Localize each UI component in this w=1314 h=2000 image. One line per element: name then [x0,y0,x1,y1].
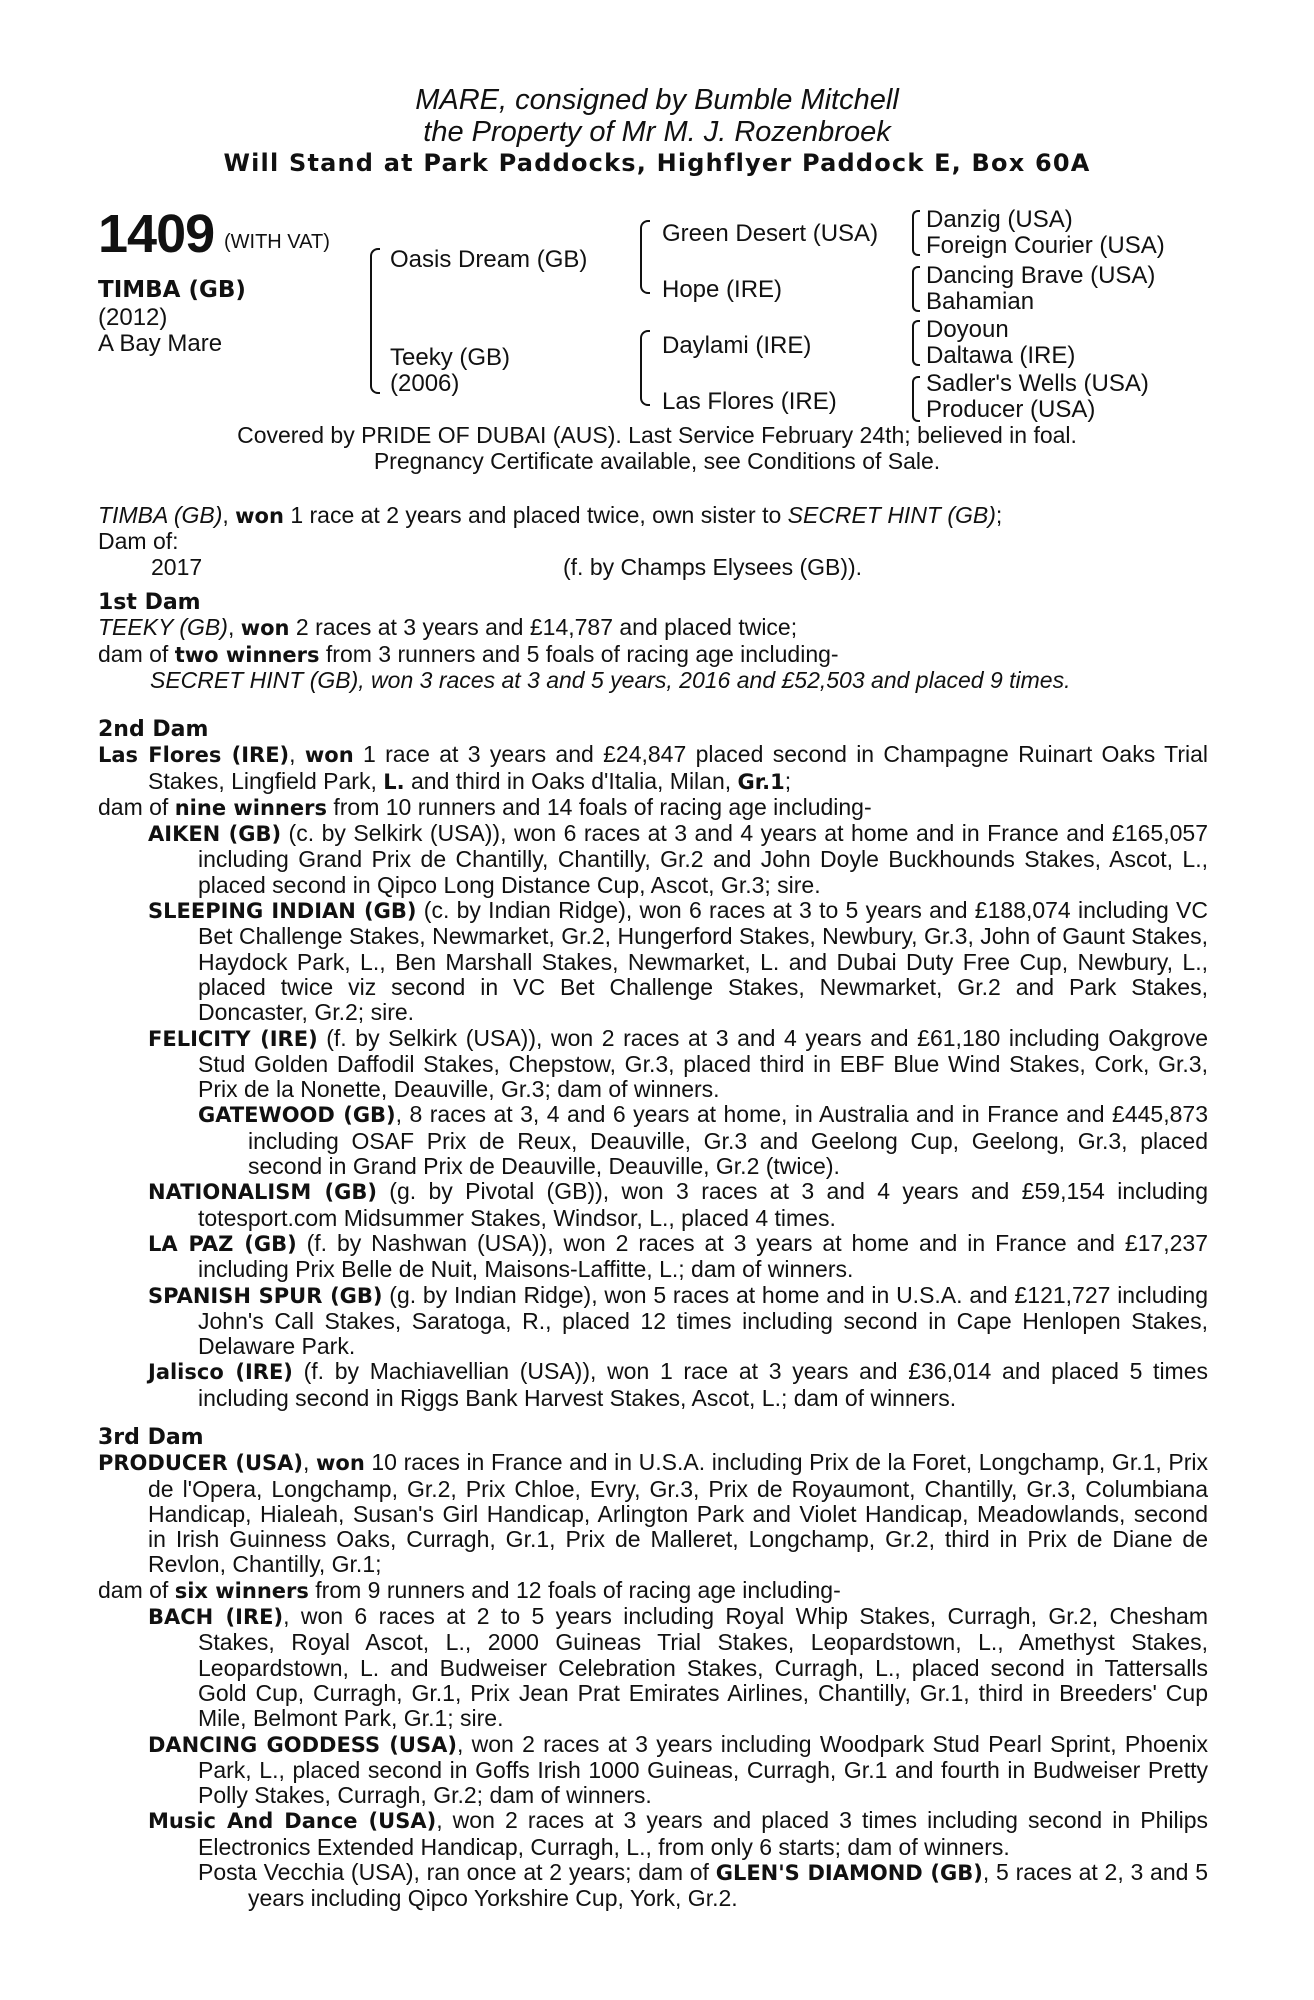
dam-of-count: nine winners [174,795,327,820]
first-dam-name: TEEKY (GB) [98,614,228,641]
dam-of-suffix: from 9 runners and 12 foals of racing age including- [308,1576,841,1603]
progeny-name: SLEEPING INDIAN (GB) [148,899,417,924]
pedigree-dss: Doyoun [926,316,1009,343]
mare-record-text: 1 race at 2 years and placed twice, own sister to [283,502,788,528]
lot-number: 1409 [98,204,215,264]
progeny-record: (f. by Nashwan (USA)), won 2 races at 3 years at home and in France and £17,237 including Prix Belle de Nuit, Maisons-Laffitte, L.; dam of winners. [198,1229,1208,1283]
pedigree-bracket-dd [912,376,920,422]
foaling-year: (2012) [98,304,168,331]
pregnancy-line: Pregnancy Certificate available, see Conditions of Sale. [373,448,941,474]
pedigree-bracket-ss [912,210,920,256]
progeny-name: Music And Dance (USA) [148,1809,437,1834]
dam-of-prefix: dam of [98,1576,175,1603]
mare-name: TIMBA (GB) [98,502,223,528]
stand-line: Will Stand at Park Paddocks, Highflyer Paddock E, Box 60A [223,149,1091,177]
horse-description: A Bay Mare [98,330,223,357]
second-dam-heading: 2nd Dam [98,717,209,742]
third-dam-section: 3rd Dam PRODUCER (USA), won 10 races in France and in U.S.A. including Prix de la Foret, Longchamp, Gr.1, Prix de l'Opera, Longchamp, Gr.2, Prix Chloe, Evry, Gr.3, Prix de Royaumont, Chantilly, Gr.3, Columbiana Handicap, Hialeah, Susan's Girl Handicap, Arlington Park and Violet Handicap, Meadowlands, second in Irish Guinness Oaks, Curragh, Gr.1, Prix de Malleret, Longchamp, Gr.2, third in Prix de Diane de Revlon, Chantilly, Gr.1; dam of six winners from 9 runners and 12 foals of racing age including- BACH (IRE), won 6 races at 2 to 5 years including Royal Whip Stakes, Curragh, Gr.2, Chesham Stakes, Royal Ascot, L., 2000 Guineas Trial Stakes, Leopardstown, L., Amethyst Stakes, Leopardstown, L. and Budweiser Celebration Stakes, Curragh, L., placed second in Tattersalls Gold Cup, Curragh, Gr.1, Prix Jean Prat Emirates Airlines, Chantilly, Gr.1, third in Breeders' Cup Mile, Belmont Park, Gr.1; sire. DANCING GODDESS (USA), won 2 races at 3 years including Woodpark Stud Pearl Sprint, Phoenix Park, L., placed second in Goffs Irish 1000 Guineas, Curragh, Gr.1 and fourth in Budweiser Pretty Polly Stakes, Curragh, Gr.2; dam of winners. Music And Dance (USA), won 2 races at 3 years and placed 3 times including second in Philips Electronics Extended Handicap, Curragh, L., from only 6 starts; dam of winners. Posta Vecchia (USA), ran once at 2 years; dam of GLEN'S DIAMOND (GB), 5 races at 2, 3 and 5 years including Qipco Yorkshire Cup, York, Gr.2. [98,1425,1209,1912]
pedigree-dd: Las Flores (IRE) [662,388,837,415]
pedigree-dam-year: (2006) [390,370,460,397]
progeny-entry [148,1359,1208,1411]
pedigree-bracket-sd [912,266,920,312]
second-dam-record-3: ; [784,767,792,794]
progeny-record: , won 2 races at 3 years and placed 3 times including second in Philips Electronics Extended Handicap, Curragh, L., from only 6 starts; dam of winners. [198,1807,1209,1860]
won-label: won [235,504,284,528]
progeny-entry [148,1283,1208,1360]
consignor-line: MARE, consigned by Bumble Mitchell [415,84,899,116]
pedigree-bracket-ds [912,320,920,366]
mare-record-end: ; [995,502,1003,528]
dam-of-suffix: from 10 runners and 14 foals of racing age including- [326,793,872,820]
progeny-name: LA PAZ (GB) [148,1231,297,1256]
pedigree-ss: Green Desert (USA) [662,220,879,247]
progeny-name: FELICITY (IRE) [148,1026,318,1051]
third-dam-heading: 3rd Dam [98,1425,204,1450]
pedigree-dsd: Daltawa (IRE) [926,342,1076,369]
second-dam-section: 2nd Dam Las Flores (IRE), won 1 race at 3 years and £24,847 placed second in Champagne Ruinart Oaks Trial Stakes, Lingfield Park, L. and third in Oaks d'Italia, Milan, Gr.1; dam of nine winners from 10 runners and 14 foals of racing age including- AIKEN (GB) (c. by Selkirk (USA)), won 6 races at 3 and 4 years at home and in France and £165,057 including Grand Prix de Chantilly, Chantilly, Gr.2 and John Doyle Buckhounds Stakes, Ascot, L., placed second in Qipco Long Distance Cup, Ascot, Gr.3; sire. SLEEPING INDIAN (GB) (c. by Indian Ridge), won 6 races at 3 to 5 years and £188,074 including VC Bet Challenge Stakes, Newmarket, Gr.2, Hungerford Stakes, Newbury, Gr.3, John of Gaunt Stakes, Haydock Park, L., Ben Marshall Stakes, Newmarket, L. and Dubai Duty Free Cup, Newbury, L., placed twice viz second in VC Bet Challenge Stakes, Newmarket, Gr.2 and Park Stakes, Doncaster, Gr.2; sire. FELICITY (IRE) (f. by Selkirk (USA)), won 2 races at 3 and 4 years and £61,180 including Oakgrove Stud Golden Daffodil Stakes, Chepstow, Gr.3, placed third in EBF Blue Wind Stakes, Cork, Gr.3, Prix de la Nonette, Deauville, Gr.3; dam of winners. GATEWOOD (GB), 8 races at 3, 4 and 6 years at home, in Australia and in France and £445,873 including OSAF Prix de Reux, Deauville, Gr.3 and Geelong Cup, Geelong, Gr.3, placed second in Grand Prix de Deauville, Deauville, Gr.2 (twice). NATIONALISM (GB) (g. by Pivotal (GB)), won 3 races at 3 and 4 years and £59,154 including totesport.com Midsummer Stakes, Windsor, L., placed 4 times. LA PAZ (GB) (f. by Nashwan (USA)), won 2 races at 3 years at home and in France and £17,237 including Prix Belle de Nuit, Maisons-Laffitte, L.; dam of winners. SPANISH SPUR (GB) (g. by Indian Ridge), won 5 races at home and in U.S.A. and £121,727 including John's Call Stakes, Saratoga, R., placed 12 times including second in Cape Henlopen Stakes, Delaware Park. Jalisco (IRE) (f. by Machiavellian (USA)), won 1 race at 3 years and £36,014 and placed 5 times including second in Riggs Bank Harvest Stakes, Ascot, L.; dam of winners. [98,717,1209,1411]
progeny-entry [148,1808,1208,1860]
pedigree-dds: Sadler's Wells (USA) [926,370,1149,397]
sister-name: SECRET HINT (GB) [787,502,996,528]
first-dam-section: 1st Dam TEEKY (GB), won 2 races at 3 years and £14,787 and placed twice; dam of two winners from 3 runners and 5 foals of racing age including- SECRET HINT (GB), won 3 races at 3 and 5 years, 2016 and £52,503 and placed 9 times. [98,590,1208,693]
progeny-entry [148,821,1208,898]
second-dam-record-1: 1 race at 3 years and £24,847 placed second in Champagne Ruinart Oaks Trial Stakes, Lingfield Park, [148,741,1209,794]
dam-of-suffix: from 3 runners and 5 foals of racing age including- [319,640,839,667]
progeny-name: AIKEN (GB) [148,822,282,847]
progeny-name: DANCING GODDESS (USA) [148,1732,457,1757]
third-dam-name: PRODUCER (USA) [98,1451,303,1476]
progeny-record: (c. by Indian Ridge), won 6 races at 3 to 5 years and £188,074 including VC Bet Challenge Stakes, Newmarket, Gr.2, Hungerford Stakes, Newbury, Gr.3, John of Gaunt Stakes, Haydock Park, L., Ben Marshall Stakes, Newmarket, L. and Dubai Duty Free Cup, Newbury, L., placed twice viz second in VC Bet Challenge Stakes, Newmarket, Gr.2 and Park Stakes, Doncaster, Gr.2; sire. [198,897,1208,1026]
progeny-entry [148,1604,1208,1731]
pedigree-bracket-sire [640,220,650,294]
progeny-record: , 5 races at 2, 3 and 5 years including Qipco Yorkshire Cup, York, Gr.2. [248,1859,1208,1912]
progeny-entry [148,898,1208,1025]
pedigree-ddd: Producer (USA) [926,396,1096,423]
first-dam-record: 2 races at 3 years and £14,787 and placed twice; [289,614,798,641]
first-dam-progeny: SECRET HINT (GB), won 3 races at 3 and 5 years, 2016 and £52,503 and placed 9 times. [150,666,1071,693]
progeny-record: (c. by Selkirk (USA)), won 6 races at 3 and 4 years at home and in France and £165,057 including Grand Prix de Chantilly, Chantilly, Gr.2 and John Doyle Buckhounds Stakes, Ascot, L., placed second in Qipco Long Distance Cup, Ascot, Gr.3; sire. [198,820,1208,898]
progeny-record: , won 6 races at 2 to 5 years including Royal Whip Stakes, Curragh, Gr.2, Chesham Stakes, Royal Ascot, L., 2000 Guineas Trial Stakes, Leopardstown, L., Amethyst Stakes, Leopardstown, L. and Budweiser Celebration Stakes, Curragh, L., placed second in Tattersalls Gold Cup, Curragh, Gr.1, Prix Jean Prat Emirates Airlines, Chantilly, Gr.1, third in Breeders' Cup Mile, Belmont Park, Gr.1; sire. [198,1603,1208,1732]
progeny-name: GATEWOOD (GB) [198,1103,396,1128]
progeny-name: SPANISH SPUR (GB) [148,1283,383,1308]
progeny-entry [148,1179,1208,1231]
dam-of-prefix: dam of [98,640,175,667]
progeny-record: , 8 races at 3, 4 and 6 years at home, in Australia and in France and £445,873 including OSAF Prix de Reux, Deauville, Gr.3 and Geelong Cup, Geelong, Gr.3, placed second in Grand Prix de Deauville, Deauville, Gr.2 (twice). [248,1101,1208,1180]
mare-record: TIMBA (GB), won 1 race at 2 years and placed twice, own sister to SECRET HINT (GB); Dam of: 2017 (f. by Champs Elysees (GB)). [98,503,1208,580]
pedigree-bracket-dam [640,330,650,406]
progeny-name: GLEN'S DIAMOND (GB) [715,1861,983,1886]
pedigree-sdd: Bahamian [926,288,1035,315]
progeny-entry [148,1026,1208,1103]
dam-of-prefix: dam of [98,793,175,820]
pedigree-bracket-main [370,248,380,394]
covered-line: Covered by PRIDE OF DUBAI (AUS). Last Service February 24th; believed in foal. [237,422,1077,448]
won-label: won [304,743,354,768]
progeny-record: (f. by Selkirk (USA)), won 2 races at 3 and 4 years and £61,180 including Oakgrove Stud Golden Daffodil Stakes, Chepstow, Gr.3, placed third in EBF Blue Wind Stakes, Cork, Gr.3, Prix de la Nonette, Deauville, Gr.3; dam of winners. [198,1024,1208,1103]
second-dam-name: Las Flores (IRE) [98,743,290,768]
second-dam-record-2: and third in Oaks d'Italia, Milan, [404,767,738,794]
progeny-entry [198,1102,1208,1179]
listed-label: L. [383,769,405,794]
progeny-record: Posta Vecchia (USA), ran once at 2 years; dam of [198,1859,716,1886]
won-label: won [240,616,290,641]
pedigree-ssd: Foreign Courier (USA) [926,232,1165,259]
progeny-name: Jalisco (IRE) [148,1360,293,1385]
progeny-record: (g. by Indian Ridge), won 5 races at home and in U.S.A. and £121,727 including John's Call Stakes, Saratoga, R., placed 12 times including second in Cape Henlopen Stakes, Delaware Park. [198,1281,1208,1360]
first-dam-heading: 1st Dam [98,590,201,615]
third-dam-record: 10 races in France and in U.S.A. including Prix de la Foret, Longchamp, Gr.1, Prix de l'Opera, Longchamp, Gr.2, Prix Chloe, Evry, Gr.3, Prix de Royaumont, Chantilly, Gr.3, Columbiana Handicap, Hialeah, Susan's Girl Handicap, Arlington Park and Violet Handicap, Meadowlands, second in Irish Guinness Oaks, Curragh, Gr.1, Prix de Malleret, Longchamp, Gr.2, third in Prix de Diane de Revlon, Chantilly, Gr.1; [148,1449,1209,1578]
pedigree-sd: Hope (IRE) [662,276,783,303]
dam-of-label: Dam of: [98,528,179,555]
pedigree-sss: Danzig (USA) [926,206,1073,233]
produce-record: (f. by Champs Elysees (GB)). [563,553,863,580]
pedigree-ds: Daylami (IRE) [662,332,812,359]
progeny-name: NATIONALISM (GB) [148,1180,377,1205]
horse-name: TIMBA (GB) [98,277,246,303]
pedigree-sire: Oasis Dream (GB) [390,246,588,273]
progeny-name: BACH (IRE) [148,1605,284,1630]
vat-note: (WITH VAT) [224,231,330,253]
progeny-entry [148,1732,1208,1809]
pedigree-sds: Dancing Brave (USA) [926,262,1156,289]
progeny-entry [198,1860,1208,1912]
progeny-record: , won 2 races at 3 years including Woodpark Stud Pearl Sprint, Phoenix Park, L., placed second in Goffs Irish 1000 Guineas, Curragh, Gr.1 and fourth in Budweiser Pretty Polly Stakes, Curragh, Gr.2; dam of winners. [198,1730,1208,1809]
property-line: the Property of Mr M. J. Rozenbroek [423,116,891,148]
progeny-entry [148,1231,1208,1283]
progeny-record: (g. by Pivotal (GB)), won 3 races at 3 and 4 years and £59,154 including totesport.com Midsummer Stakes, Windsor, L., placed 4 times. [198,1178,1208,1231]
pedigree-dam: Teeky (GB) [390,344,511,371]
produce-year: 2017 [151,553,203,580]
dam-of-count: two winners [174,642,320,667]
won-label: won [316,1451,365,1476]
progeny-record: (f. by Machiavellian (USA)), won 1 race at 3 years and £36,014 and placed 5 times including second in Riggs Bank Harvest Stakes, Ascot, L.; dam of winners. [198,1358,1208,1411]
dam-of-count: six winners [174,1578,309,1603]
group-label: Gr.1 [737,769,785,794]
